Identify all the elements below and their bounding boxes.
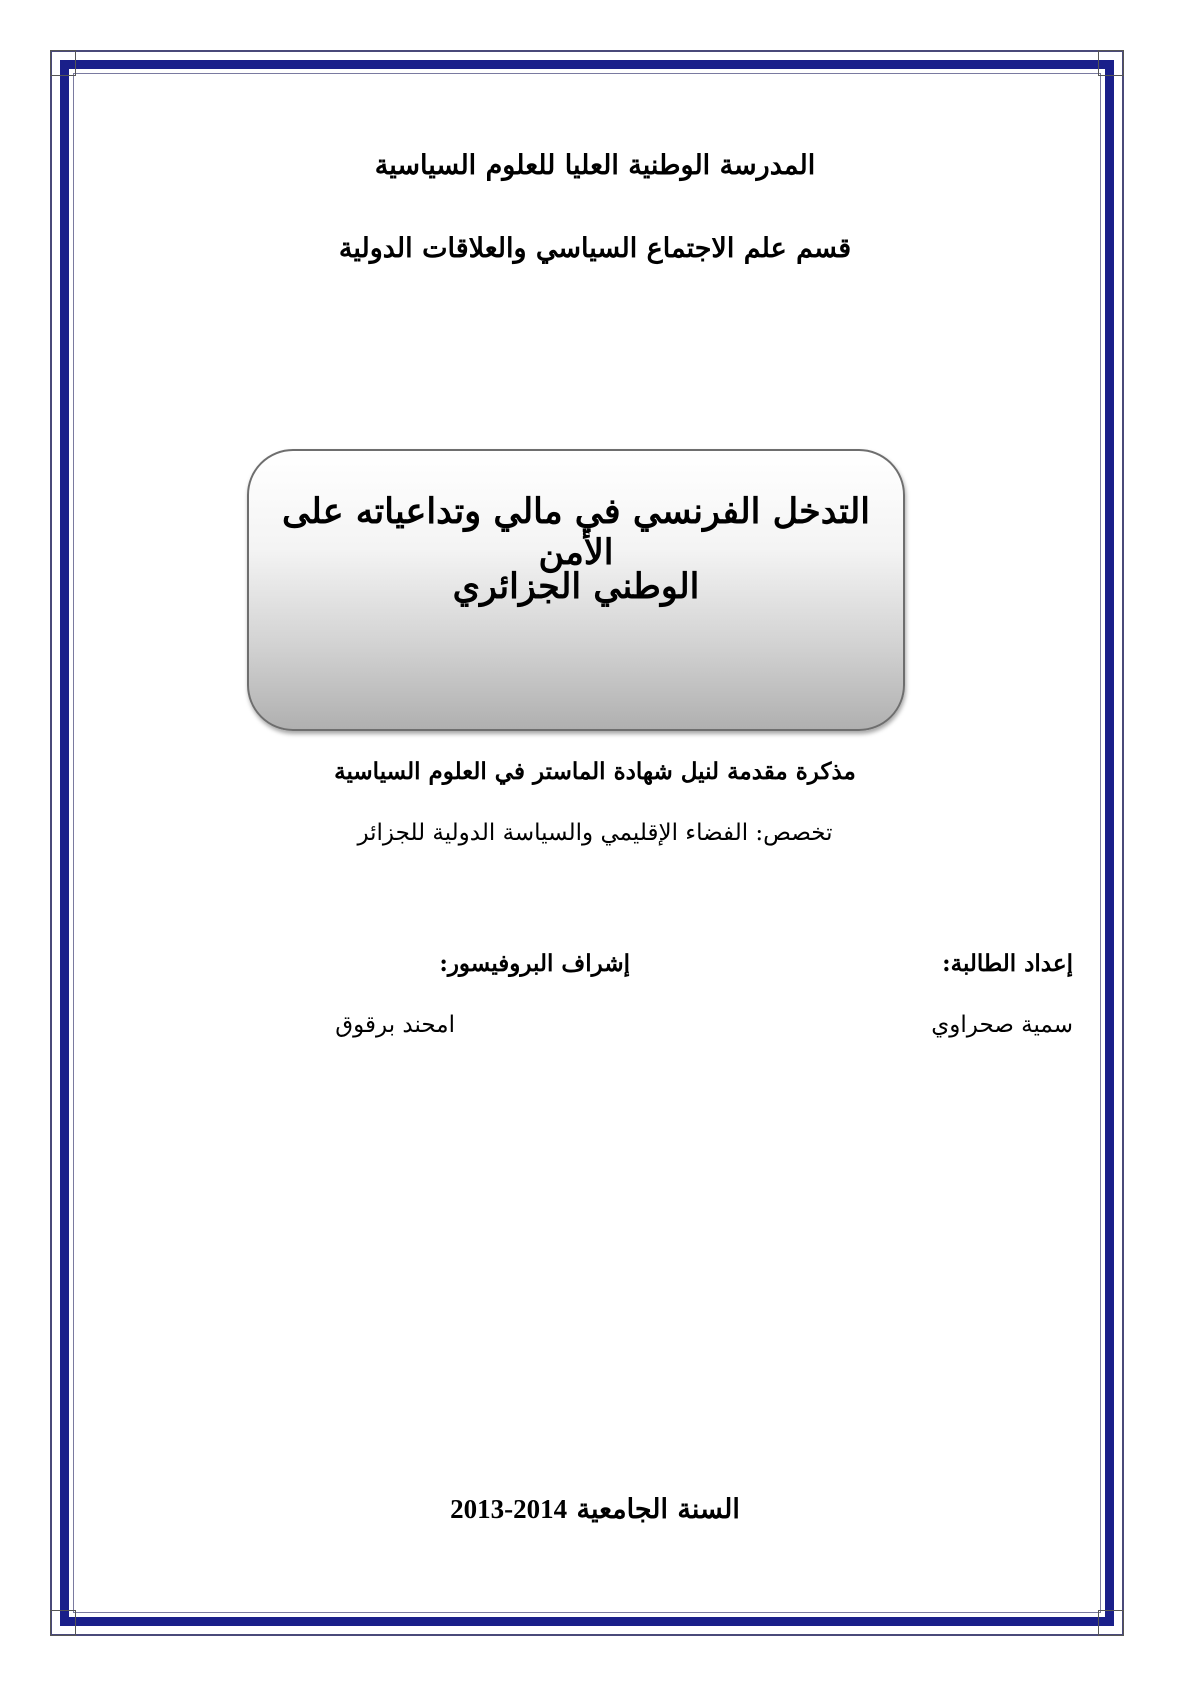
border-corner-bottom-left — [50, 1610, 76, 1636]
thesis-title-line-2: الوطني الجزائري — [452, 566, 700, 607]
supervisor-label: إشراف البروفيسور: — [439, 950, 630, 977]
supervisor-name: امحند برقوق — [335, 1012, 455, 1038]
student-label: إعداد الطالبة: — [942, 950, 1073, 977]
academic-year-value: 2013-2014 — [450, 1494, 568, 1524]
institution-name: المدرسة الوطنية العليا للعلوم السياسية — [374, 150, 816, 181]
thesis-title-line-1: التدخل الفرنسي في مالي وتداعياته على الأمن — [281, 491, 871, 573]
academic-year — [0, 1494, 1190, 1525]
border-corner-bottom-right — [1098, 1610, 1124, 1636]
thesis-title-box — [247, 449, 905, 731]
memo-purpose: مذكرة مقدمة لنيل شهادة الماستر في العلوم السياسية — [334, 758, 856, 785]
student-name: سمية صحراوي — [931, 1012, 1073, 1038]
department-name: قسم علم الاجتماع السياسي والعلاقات الدولية — [338, 233, 852, 264]
academic-year-label: السنة الجامعية — [576, 1494, 740, 1525]
border-corner-top-left — [50, 50, 76, 76]
specialization: تخصص: الفضاء الإقليمي والسياسة الدولية للجزائر — [357, 820, 833, 846]
border-corner-top-right — [1098, 50, 1124, 76]
